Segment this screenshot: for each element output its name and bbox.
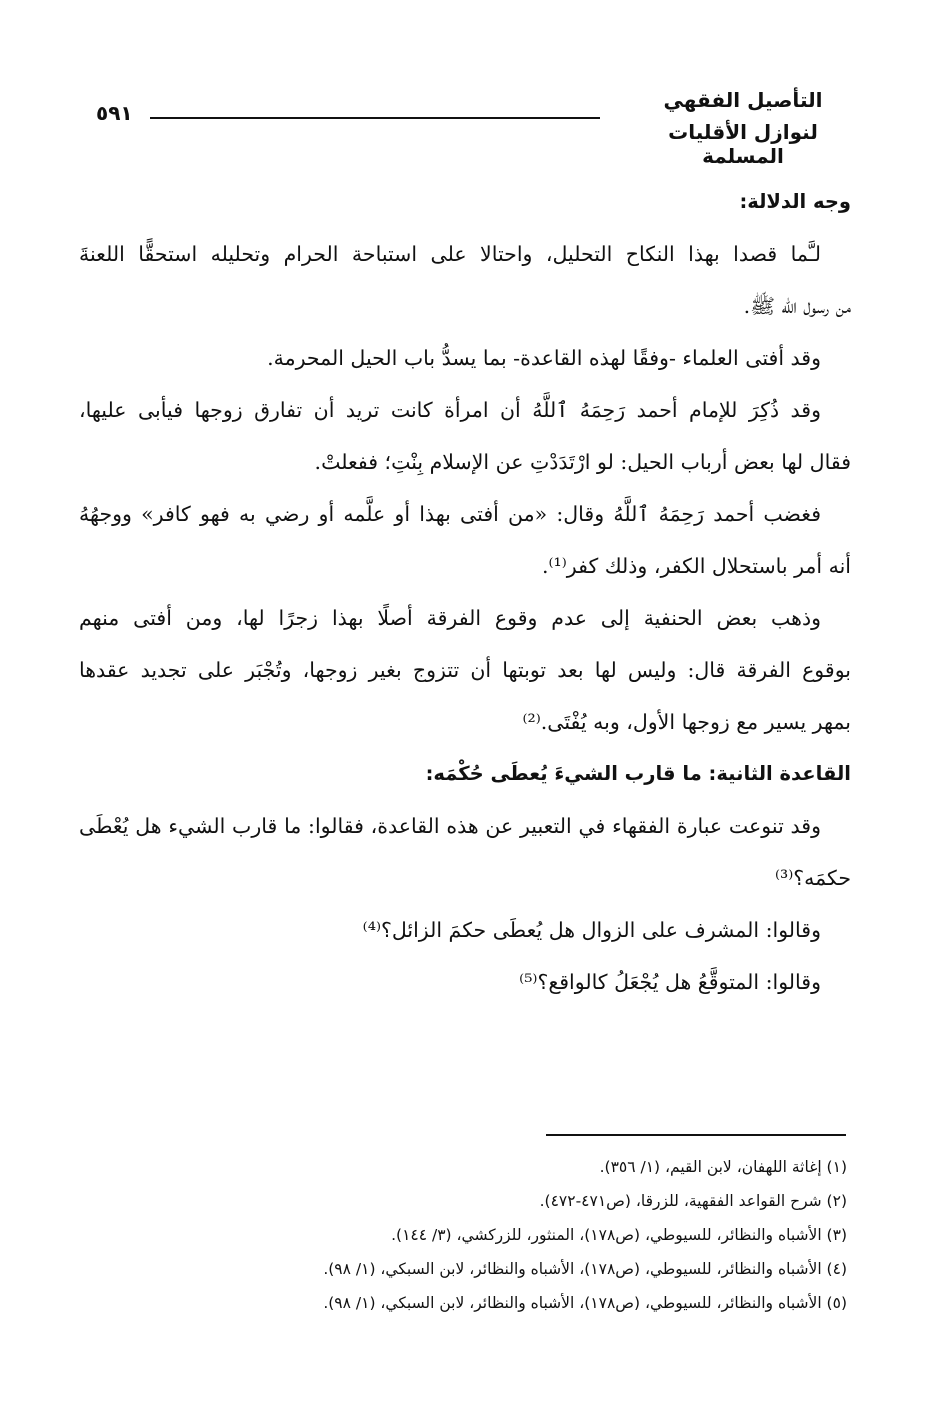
paragraph-line: فقال لها بعض أرباب الحيل: لو ارْتَدَدْتِ عن الإسلام بِنْتِ؛ ففعلتْ. bbox=[314, 450, 851, 474]
running-title-line1: التأصيل الفقهي bbox=[663, 88, 823, 112]
footnote: (١) إغاثة اللهفان، لابن القيم، (١/ ٣٥٦). bbox=[599, 1158, 847, 1176]
main-text bbox=[79, 176, 851, 1008]
footnote: (٥) الأشباه والنظائر، للسيوطي، (ص١٧٨)، الأشباه والنظائر، لابن السبكي، (١/ ٩٨). bbox=[323, 1294, 847, 1312]
footnote: (٣) الأشباه والنظائر، للسيوطي، (ص١٧٨)، المنثور، للزركشي، (٣/ ١٤٤). bbox=[391, 1226, 847, 1244]
page-number: ٥٩١ bbox=[96, 101, 133, 125]
paragraph-line: بمهر يسير مع زوجها الأول، وبه يُفْتَى.⁽²⁾ bbox=[522, 710, 851, 734]
paragraph-line: وذهب بعض الحنفية إلى عدم وقوع الفرقة أصلًا بهذا زجرًا لها، ومن أفتى منهم bbox=[79, 606, 821, 630]
paragraph-line: وقالوا: المتوقَّعُ هل يُجْعَلُ كالواقع؟⁽⁵⁾ bbox=[519, 970, 821, 994]
section-heading: القاعدة الثانية: ما قارب الشيءَ يُعطَى حُكْمَه: bbox=[425, 762, 851, 785]
paragraph-line: بوقوع الفرقة قال: وليس لها بعد توبتها أن تتزوج بغير زوجها، وتُجْبَر على تجديد عقدها bbox=[79, 658, 851, 682]
running-title-line2: لنوازل الأقليات المسلمة bbox=[668, 120, 818, 168]
paragraph-line: وقد تنوعت عبارة الفقهاء في التعبير عن هذه القاعدة، فقالوا: ما قارب الشيء هل يُعْطَى bbox=[79, 814, 821, 838]
footnote: (٤) الأشباه والنظائر، للسيوطي، (ص١٧٨)، الأشباه والنظائر، لابن السبكي، (١/ ٩٨). bbox=[323, 1260, 847, 1278]
footnote-rule bbox=[546, 1134, 846, 1136]
paragraph-line: أنه أمر باستحلال الكفر، وذلك كفر⁽¹⁾. bbox=[541, 554, 851, 578]
paragraph-line: لـَّما قصدا بهذا النكاح التحليل، واحتالا على استباحة الحرام وتحليله استحقًّا اللعنةَ bbox=[79, 242, 821, 266]
paragraph-line: فغضب أحمد رَحِمَهُ ٱللَّهُ وقال: «من أفتى بهذا أو علَّمه أو رضي به فهو كافر» ووجهُهُ bbox=[79, 502, 821, 526]
section-heading: وجه الدلالة: bbox=[739, 190, 851, 213]
paragraph-line: وقد ذُكِرَ للإمام أحمد رَحِمَهُ ٱللَّهُ أن امرأة كانت تريد أن تفارق زوجها فيأبى عليها، bbox=[79, 398, 821, 422]
footnotes bbox=[147, 1150, 847, 1320]
paragraph-line: من رسول الله ﷺ. bbox=[743, 294, 851, 318]
header-rule bbox=[150, 117, 600, 119]
footnote: (٢) شرح القواعد الفقهية، للزرقا، (ص٤٧١-٤٧٢). bbox=[539, 1192, 847, 1210]
paragraph-line: حكمَه؟⁽³⁾ bbox=[774, 866, 851, 890]
paragraph-line: وقالوا: المشرف على الزوال هل يُعطَى حكمَ الزائل؟⁽⁴⁾ bbox=[362, 918, 821, 942]
paragraph-line: وقد أفتى العلماء -وفقًا لهذه القاعدة- بما يسدُّ باب الحيل المحرمة. bbox=[267, 346, 821, 370]
